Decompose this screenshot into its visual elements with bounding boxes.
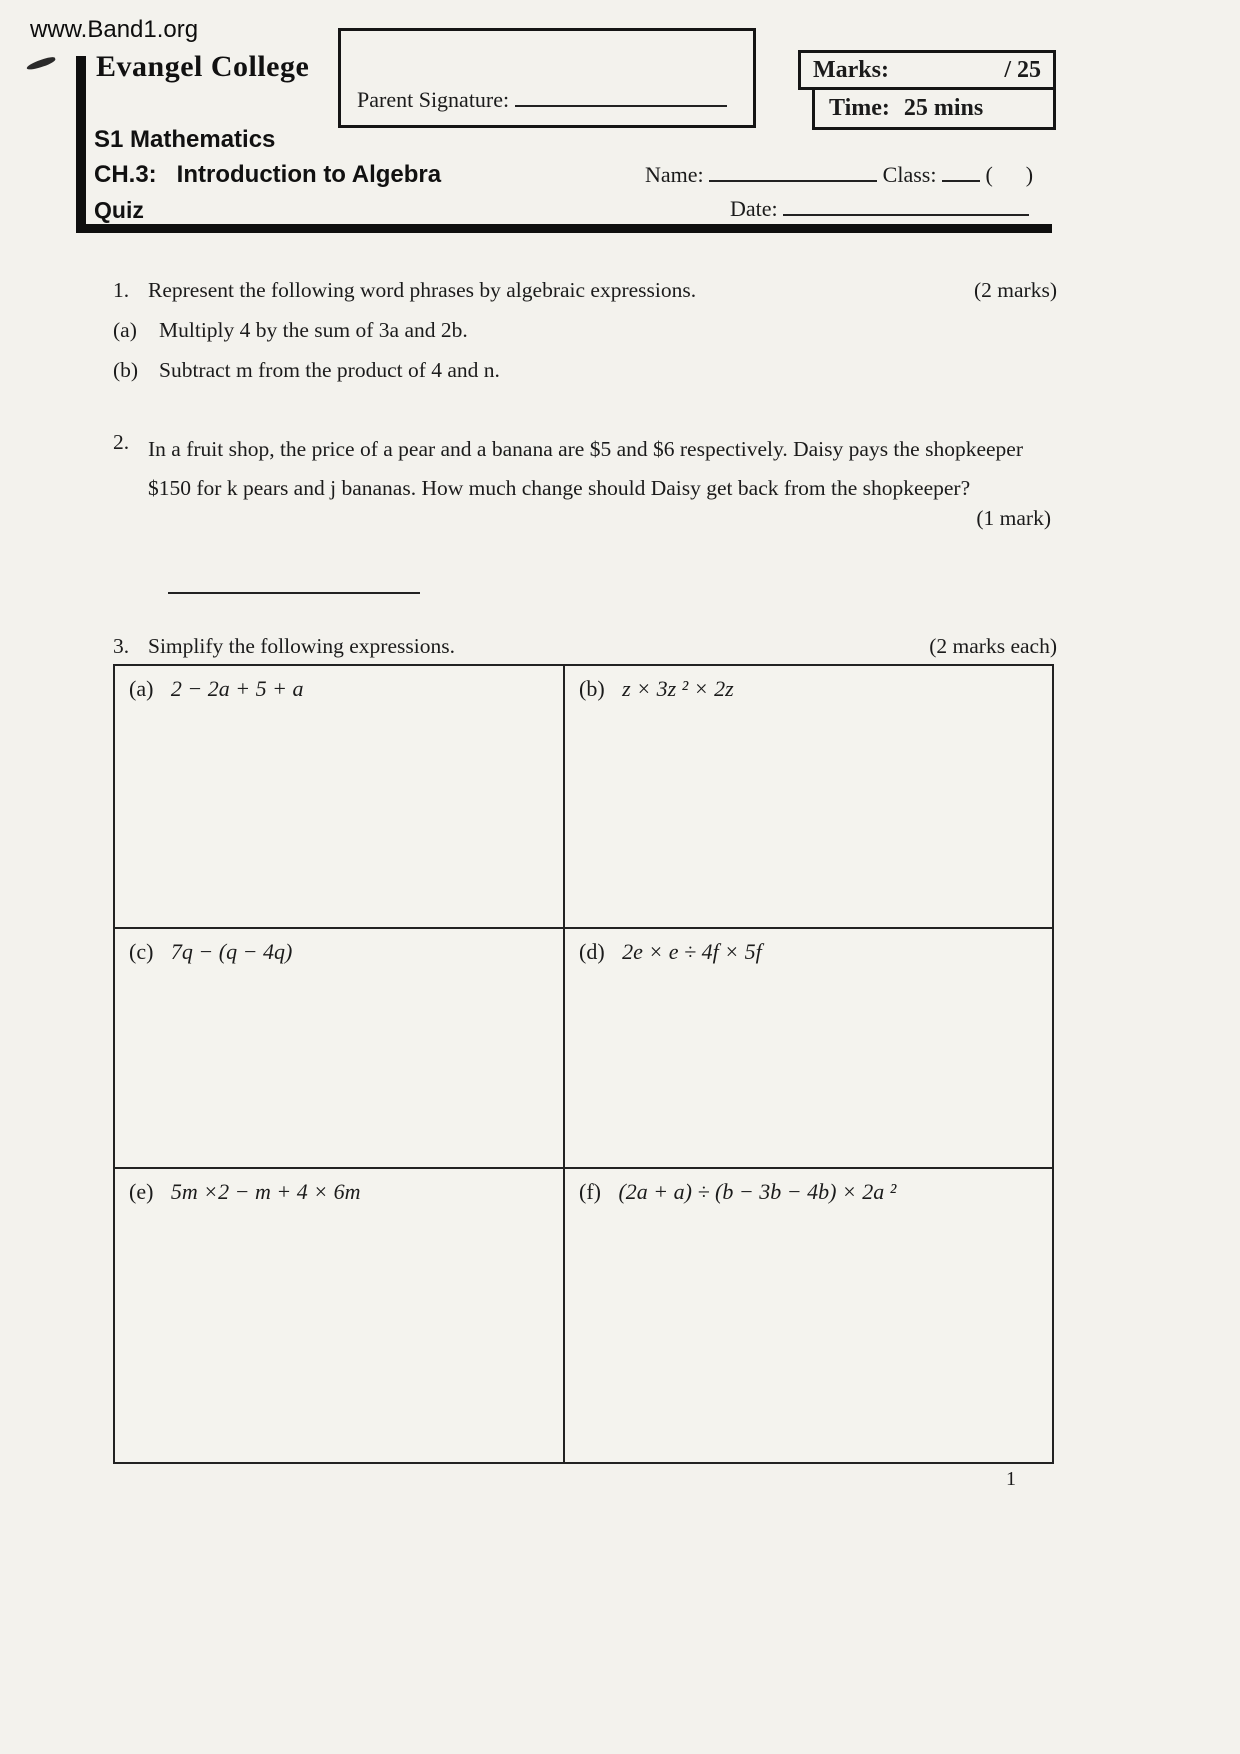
cell-c-expression: 7q − (q − 4q) [170,939,293,964]
question-1-text: Represent the following word phrases by algebraic expressions. [148,278,697,302]
question-2 [113,430,1057,530]
time-row [812,90,1056,130]
question-1b-label: (b) [113,358,139,382]
question-1-number: 1. [113,278,130,302]
question-1-row [113,278,696,303]
question-1a [113,318,1057,343]
question-1-marks: (2 marks) [974,278,1057,302]
doc-type-label: Quiz [94,197,144,223]
date-label: Date: [730,196,778,221]
date-blank [783,192,1029,216]
question-1b [113,358,1057,383]
table-cell-b [565,666,1052,929]
cell-c-label: (c) [129,939,154,964]
cell-b-label: (b) [579,676,605,701]
date-line [730,192,1029,222]
table-cell-c [115,929,565,1169]
page-number: 1 [1006,1468,1016,1490]
class-label: Class: [882,162,937,187]
class-blank [942,158,980,182]
question-3-text: Simplify the following expressions. [148,634,455,658]
parent-signature-box [338,28,756,128]
marks-label: Marks: [813,56,889,83]
question-2-row [113,430,1057,508]
name-class-line [645,158,1033,188]
cell-f-expression: (2a + a) ÷ (b − 3b − 4b) × 2a ² [618,1179,897,1204]
time-value: 25 mins [903,95,984,121]
question-2-marks: (1 mark) [976,506,1051,530]
question-1b-text: Subtract m from the product of 4 and n. [159,358,500,382]
question-2-answer-blank [168,572,420,594]
question-3-marks: (2 marks each) [929,634,1057,658]
cell-f-label: (f) [579,1179,601,1204]
parent-signature-line [357,83,727,113]
chapter-title: CH.3: Introduction to Algebra [94,161,442,188]
marks-row [798,50,1056,90]
school-name: Evangel College [96,50,310,83]
table-cell-a [115,666,565,929]
question-3-table [113,664,1054,1464]
parent-signature-blank [515,83,727,107]
question-3-header [113,634,1057,659]
class-parens: ( ) [985,162,1034,187]
cell-a-expression: 2 − 2a + 5 + a [170,676,304,701]
cell-b-expression: z × 3z ² × 2z [622,676,734,701]
cell-d-label: (d) [579,939,605,964]
watermark-text: www.Band1.org [30,16,199,43]
marks-box [798,50,1056,130]
name-blank [709,158,877,182]
table-cell-f [565,1169,1052,1462]
table-cell-e [115,1169,565,1462]
course-name: S1 Mathematics [94,126,276,153]
question-1a-label: (a) [113,318,137,342]
question-3-number: 3. [113,634,130,658]
question-2-number: 2. [113,430,130,454]
table-cell-d [565,929,1052,1169]
marks-value: / 25 [1004,56,1041,83]
header-bottom-bar [76,224,1052,233]
cell-d-expression: 2e × e ÷ 4f × 5f [622,939,762,964]
question-1 [113,278,1057,303]
question-1a-text: Multiply 4 by the sum of 3a and 2b. [159,318,468,342]
time-label: Time: [829,95,890,121]
cell-e-expression: 5m ×2 − m + 4 × 6m [170,1179,361,1204]
cell-e-label: (e) [129,1179,154,1204]
parent-signature-label: Parent Signature: [357,87,510,112]
question-3-row [113,634,455,659]
header-left-bar [76,56,86,232]
question-2-text: In a fruit shop, the price of a pear and a banana are $5 and $6 respectively. Daisy pays the shopkeeper $150 for k pears and j bananas. How much change should Daisy get back from the shopkeeper? [148,437,1023,500]
name-label: Name: [645,162,704,187]
pen-mark-icon [26,56,57,72]
cell-a-label: (a) [129,676,154,701]
